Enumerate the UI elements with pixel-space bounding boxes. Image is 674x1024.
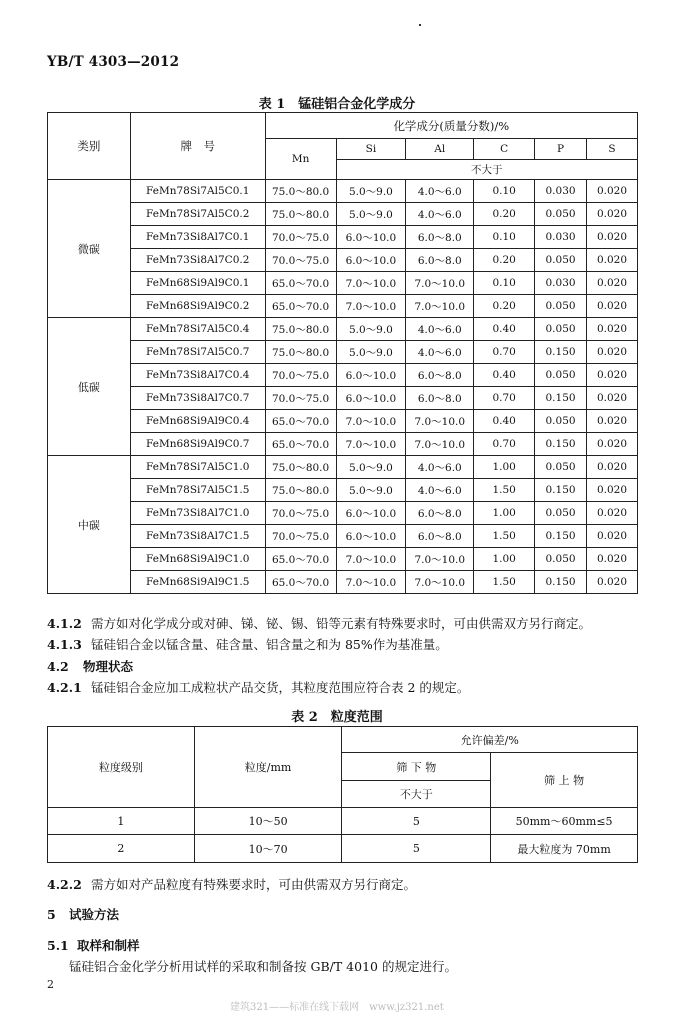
header-category: 类别 bbox=[48, 113, 131, 180]
clause-number: 4.2.2 bbox=[47, 877, 82, 892]
header-oversize: 筛 上 物 bbox=[491, 753, 638, 808]
cell-c: 0.20 bbox=[474, 203, 535, 226]
cell-al: 4.0～6.0 bbox=[406, 479, 474, 502]
cell-al: 6.0～8.0 bbox=[406, 525, 474, 548]
cell-c: 0.20 bbox=[474, 249, 535, 272]
cell-s: 0.020 bbox=[587, 479, 638, 502]
cell-p: 0.150 bbox=[535, 479, 587, 502]
cell-si: 7.0～10.0 bbox=[336, 433, 406, 456]
table-row bbox=[48, 203, 638, 226]
section-5-1-heading bbox=[47, 936, 140, 954]
section-title: 试验方法 bbox=[69, 907, 120, 922]
clause-number: 4.2.1 bbox=[47, 680, 82, 695]
cell-p: 0.050 bbox=[535, 295, 587, 318]
cell-si: 5.0～9.0 bbox=[336, 341, 406, 364]
cell-si: 6.0～10.0 bbox=[336, 502, 406, 525]
cell-al: 6.0～8.0 bbox=[406, 249, 474, 272]
cell-p: 0.150 bbox=[535, 525, 587, 548]
table-row bbox=[48, 387, 638, 410]
cell-grade: FeMn78Si7Al5C0.7 bbox=[130, 341, 265, 364]
cell-mn: 70.0～75.0 bbox=[265, 226, 336, 249]
cell-p: 0.150 bbox=[535, 433, 587, 456]
header-p: P bbox=[535, 139, 587, 160]
cell-grade: FeMn68Si9Al9C0.2 bbox=[130, 295, 265, 318]
doc-code-header: YB/T 4303—2012 bbox=[47, 54, 180, 70]
cell-si: 5.0～9.0 bbox=[336, 456, 406, 479]
cell-s: 0.020 bbox=[587, 295, 638, 318]
cell-c: 0.40 bbox=[474, 410, 535, 433]
header-grade: 牌 号 bbox=[130, 113, 265, 180]
table-row bbox=[48, 410, 638, 433]
particle-size-table bbox=[47, 726, 638, 863]
cell-mn: 70.0～75.0 bbox=[265, 525, 336, 548]
cell-c: 1.50 bbox=[474, 479, 535, 502]
table-row bbox=[48, 180, 638, 203]
cell-s: 0.020 bbox=[587, 249, 638, 272]
table-row bbox=[48, 272, 638, 295]
header-mn: Mn bbox=[265, 139, 336, 180]
cell-s: 0.020 bbox=[587, 571, 638, 594]
cell-c: 1.00 bbox=[474, 456, 535, 479]
cell-grade: FeMn78Si7Al5C0.1 bbox=[130, 180, 265, 203]
cell-al: 4.0～6.0 bbox=[406, 341, 474, 364]
cell-p: 0.050 bbox=[535, 364, 587, 387]
cell-mn: 65.0～70.0 bbox=[265, 410, 336, 433]
cell-grade: FeMn68Si9Al9C1.0 bbox=[130, 548, 265, 571]
cell-s: 0.020 bbox=[587, 456, 638, 479]
table-row bbox=[48, 318, 638, 341]
cell-s: 0.020 bbox=[587, 387, 638, 410]
header-s: S bbox=[587, 139, 638, 160]
cell-al: 7.0～10.0 bbox=[406, 410, 474, 433]
chemical-composition-table bbox=[47, 112, 638, 594]
cell-p: 0.050 bbox=[535, 249, 587, 272]
cell-mn: 70.0～75.0 bbox=[265, 249, 336, 272]
cell-mn: 65.0～70.0 bbox=[265, 571, 336, 594]
cell-si: 6.0～10.0 bbox=[336, 525, 406, 548]
clause-number: 4.1.3 bbox=[47, 637, 82, 652]
cell-undersize: 5 bbox=[342, 835, 491, 863]
section-5-heading bbox=[47, 905, 119, 923]
cell-grade: FeMn73Si8Al7C0.7 bbox=[130, 387, 265, 410]
header-undersize: 筛 下 物 bbox=[342, 753, 491, 781]
cell-si: 7.0～10.0 bbox=[336, 410, 406, 433]
cell-level: 2 bbox=[48, 835, 195, 863]
cell-mn: 65.0～70.0 bbox=[265, 548, 336, 571]
cell-grade: FeMn73Si8Al7C1.5 bbox=[130, 525, 265, 548]
cell-c: 1.50 bbox=[474, 571, 535, 594]
table-row bbox=[48, 341, 638, 364]
header-not-more-than: 不大于 bbox=[342, 781, 491, 808]
clause-4-2-2 bbox=[47, 875, 416, 893]
cell-oversize: 50mm～60mm≤5 bbox=[491, 808, 638, 835]
cell-p: 0.050 bbox=[535, 502, 587, 525]
cell-al: 6.0～8.0 bbox=[406, 226, 474, 249]
cell-grade: FeMn78Si7Al5C1.0 bbox=[130, 456, 265, 479]
cell-s: 0.020 bbox=[587, 226, 638, 249]
cell-s: 0.020 bbox=[587, 341, 638, 364]
cell-p: 0.150 bbox=[535, 341, 587, 364]
section-title: 物理状态 bbox=[83, 659, 134, 674]
cell-grade: FeMn78Si7Al5C0.2 bbox=[130, 203, 265, 226]
cell-c: 0.70 bbox=[474, 387, 535, 410]
cell-c: 0.10 bbox=[474, 272, 535, 295]
cell-p: 0.030 bbox=[535, 272, 587, 295]
section-4-2-heading bbox=[47, 657, 133, 675]
section-number: 5 bbox=[47, 907, 56, 922]
cell-c: 0.10 bbox=[474, 180, 535, 203]
cell-c: 0.40 bbox=[474, 318, 535, 341]
cell-grade: FeMn73Si8Al7C1.0 bbox=[130, 502, 265, 525]
cell-mn: 70.0～75.0 bbox=[265, 502, 336, 525]
table-row bbox=[48, 295, 638, 318]
cell-si: 7.0～10.0 bbox=[336, 295, 406, 318]
cell-al: 7.0～10.0 bbox=[406, 571, 474, 594]
header-size-level: 粒度级别 bbox=[48, 727, 195, 808]
cell-oversize: 最大粒度为 70mm bbox=[491, 835, 638, 863]
table-row bbox=[48, 835, 638, 863]
cell-size: 10～70 bbox=[194, 835, 342, 863]
clause-text: 锰硅铝合金以锰含量、硅含量、铝含量之和为 85%作为基准量。 bbox=[91, 637, 448, 652]
cell-grade: FeMn68Si9Al9C0.7 bbox=[130, 433, 265, 456]
cell-category: 微碳 bbox=[48, 180, 131, 318]
cell-category: 低碳 bbox=[48, 318, 131, 456]
clause-number: 4.1.2 bbox=[47, 616, 82, 631]
cell-s: 0.020 bbox=[587, 433, 638, 456]
cell-si: 5.0～9.0 bbox=[336, 180, 406, 203]
cell-s: 0.020 bbox=[587, 410, 638, 433]
cell-p: 0.150 bbox=[535, 571, 587, 594]
cell-c: 0.20 bbox=[474, 295, 535, 318]
cell-al: 7.0～10.0 bbox=[406, 272, 474, 295]
cell-al: 6.0～8.0 bbox=[406, 502, 474, 525]
cell-al: 6.0～8.0 bbox=[406, 387, 474, 410]
cell-al: 4.0～6.0 bbox=[406, 318, 474, 341]
cell-grade: FeMn78Si7Al5C1.5 bbox=[130, 479, 265, 502]
section-number: 5.1 bbox=[47, 938, 69, 953]
cell-s: 0.020 bbox=[587, 502, 638, 525]
cell-si: 7.0～10.0 bbox=[336, 548, 406, 571]
cell-p: 0.030 bbox=[535, 226, 587, 249]
section-number: 4.2 bbox=[47, 659, 69, 674]
clause-4-1-3 bbox=[47, 635, 448, 653]
cell-mn: 65.0～70.0 bbox=[265, 272, 336, 295]
header-c: C bbox=[474, 139, 535, 160]
cell-c: 0.70 bbox=[474, 433, 535, 456]
header-not-more-than: 不大于 bbox=[336, 160, 638, 180]
cell-p: 0.050 bbox=[535, 410, 587, 433]
cell-al: 4.0～6.0 bbox=[406, 180, 474, 203]
cell-si: 5.0～9.0 bbox=[336, 479, 406, 502]
cell-si: 6.0～10.0 bbox=[336, 364, 406, 387]
cell-mn: 70.0～75.0 bbox=[265, 387, 336, 410]
table-row bbox=[48, 502, 638, 525]
cell-c: 0.40 bbox=[474, 364, 535, 387]
cell-si: 6.0～10.0 bbox=[336, 249, 406, 272]
cell-al: 7.0～10.0 bbox=[406, 433, 474, 456]
page-number: 2 bbox=[47, 978, 54, 991]
section-title: 取样和制样 bbox=[77, 938, 140, 953]
cell-al: 4.0～6.0 bbox=[406, 203, 474, 226]
cell-s: 0.020 bbox=[587, 364, 638, 387]
table-row bbox=[48, 456, 638, 479]
cell-mn: 65.0～70.0 bbox=[265, 433, 336, 456]
cell-mn: 75.0～80.0 bbox=[265, 180, 336, 203]
cell-c: 0.10 bbox=[474, 226, 535, 249]
cell-al: 7.0～10.0 bbox=[406, 295, 474, 318]
clause-5-1-text: 锰硅铝合金化学分析用试样的采取和制备按 GB/T 4010 的规定进行。 bbox=[69, 959, 457, 974]
table-row bbox=[48, 479, 638, 502]
cell-s: 0.020 bbox=[587, 272, 638, 295]
cell-grade: FeMn68Si9Al9C1.5 bbox=[130, 571, 265, 594]
cell-p: 0.050 bbox=[535, 203, 587, 226]
cell-s: 0.020 bbox=[587, 203, 638, 226]
header-al: Al bbox=[406, 139, 474, 160]
cell-grade: FeMn73Si8Al7C0.4 bbox=[130, 364, 265, 387]
clause-text: 需方如对产品粒度有特殊要求时，可由供需双方另行商定。 bbox=[91, 877, 417, 892]
table-row bbox=[48, 548, 638, 571]
table2-caption: 表 2 粒度范围 bbox=[291, 710, 383, 725]
cell-grade: FeMn68Si9Al9C0.1 bbox=[130, 272, 265, 295]
cell-si: 6.0～10.0 bbox=[336, 387, 406, 410]
cell-category: 中碳 bbox=[48, 456, 131, 594]
cell-c: 1.50 bbox=[474, 525, 535, 548]
cell-mn: 75.0～80.0 bbox=[265, 341, 336, 364]
cell-grade: FeMn73Si8Al7C0.2 bbox=[130, 249, 265, 272]
table-row bbox=[48, 226, 638, 249]
table-row bbox=[48, 571, 638, 594]
clause-text: 需方如对化学成分或对砷、锑、铋、锡、铅等元素有特殊要求时，可由供需双方另行商定。 bbox=[91, 616, 592, 631]
header-chemical-composition: 化学成分(质量分数)/% bbox=[265, 113, 637, 139]
cell-p: 0.030 bbox=[535, 180, 587, 203]
cell-al: 6.0～8.0 bbox=[406, 364, 474, 387]
clause-text: 锰硅铝合金应加工成粒状产品交货，其粒度范围应符合表 2 的规定。 bbox=[91, 680, 470, 695]
clause-4-1-2 bbox=[47, 614, 591, 632]
cell-grade: FeMn73Si8Al7C0.1 bbox=[130, 226, 265, 249]
cell-c: 0.70 bbox=[474, 341, 535, 364]
cell-mn: 75.0～80.0 bbox=[265, 318, 336, 341]
cell-level: 1 bbox=[48, 808, 195, 835]
table-row bbox=[48, 433, 638, 456]
cell-c: 1.00 bbox=[474, 548, 535, 571]
cell-c: 1.00 bbox=[474, 502, 535, 525]
scan-speck bbox=[419, 24, 421, 26]
cell-undersize: 5 bbox=[342, 808, 491, 835]
table-row bbox=[48, 364, 638, 387]
cell-mn: 75.0～80.0 bbox=[265, 203, 336, 226]
header-tolerance: 允许偏差/% bbox=[342, 727, 638, 753]
cell-si: 5.0～9.0 bbox=[336, 318, 406, 341]
cell-mn: 65.0～70.0 bbox=[265, 295, 336, 318]
cell-p: 0.050 bbox=[535, 456, 587, 479]
cell-p: 0.150 bbox=[535, 387, 587, 410]
table-row bbox=[48, 249, 638, 272]
clause-4-2-1 bbox=[47, 678, 469, 696]
watermark: 建筑321——标准在线下载网 www.jz321.net bbox=[230, 1002, 444, 1013]
cell-mn: 70.0～75.0 bbox=[265, 364, 336, 387]
header-size-mm: 粒度/mm bbox=[194, 727, 342, 808]
cell-s: 0.020 bbox=[587, 548, 638, 571]
cell-mn: 75.0～80.0 bbox=[265, 456, 336, 479]
cell-al: 7.0～10.0 bbox=[406, 548, 474, 571]
cell-p: 0.050 bbox=[535, 318, 587, 341]
cell-p: 0.050 bbox=[535, 548, 587, 571]
table-row bbox=[48, 525, 638, 548]
cell-size: 10～50 bbox=[194, 808, 342, 835]
cell-s: 0.020 bbox=[587, 180, 638, 203]
table-row bbox=[48, 808, 638, 835]
table1-caption: 表 1 锰硅铝合金化学成分 bbox=[258, 97, 416, 112]
cell-s: 0.020 bbox=[587, 525, 638, 548]
cell-si: 6.0～10.0 bbox=[336, 226, 406, 249]
cell-grade: FeMn78Si7Al5C0.4 bbox=[130, 318, 265, 341]
cell-si: 5.0～9.0 bbox=[336, 203, 406, 226]
cell-si: 7.0～10.0 bbox=[336, 571, 406, 594]
cell-s: 0.020 bbox=[587, 318, 638, 341]
cell-al: 4.0～6.0 bbox=[406, 456, 474, 479]
cell-si: 7.0～10.0 bbox=[336, 272, 406, 295]
cell-grade: FeMn68Si9Al9C0.4 bbox=[130, 410, 265, 433]
header-si: Si bbox=[336, 139, 406, 160]
cell-mn: 75.0～80.0 bbox=[265, 479, 336, 502]
